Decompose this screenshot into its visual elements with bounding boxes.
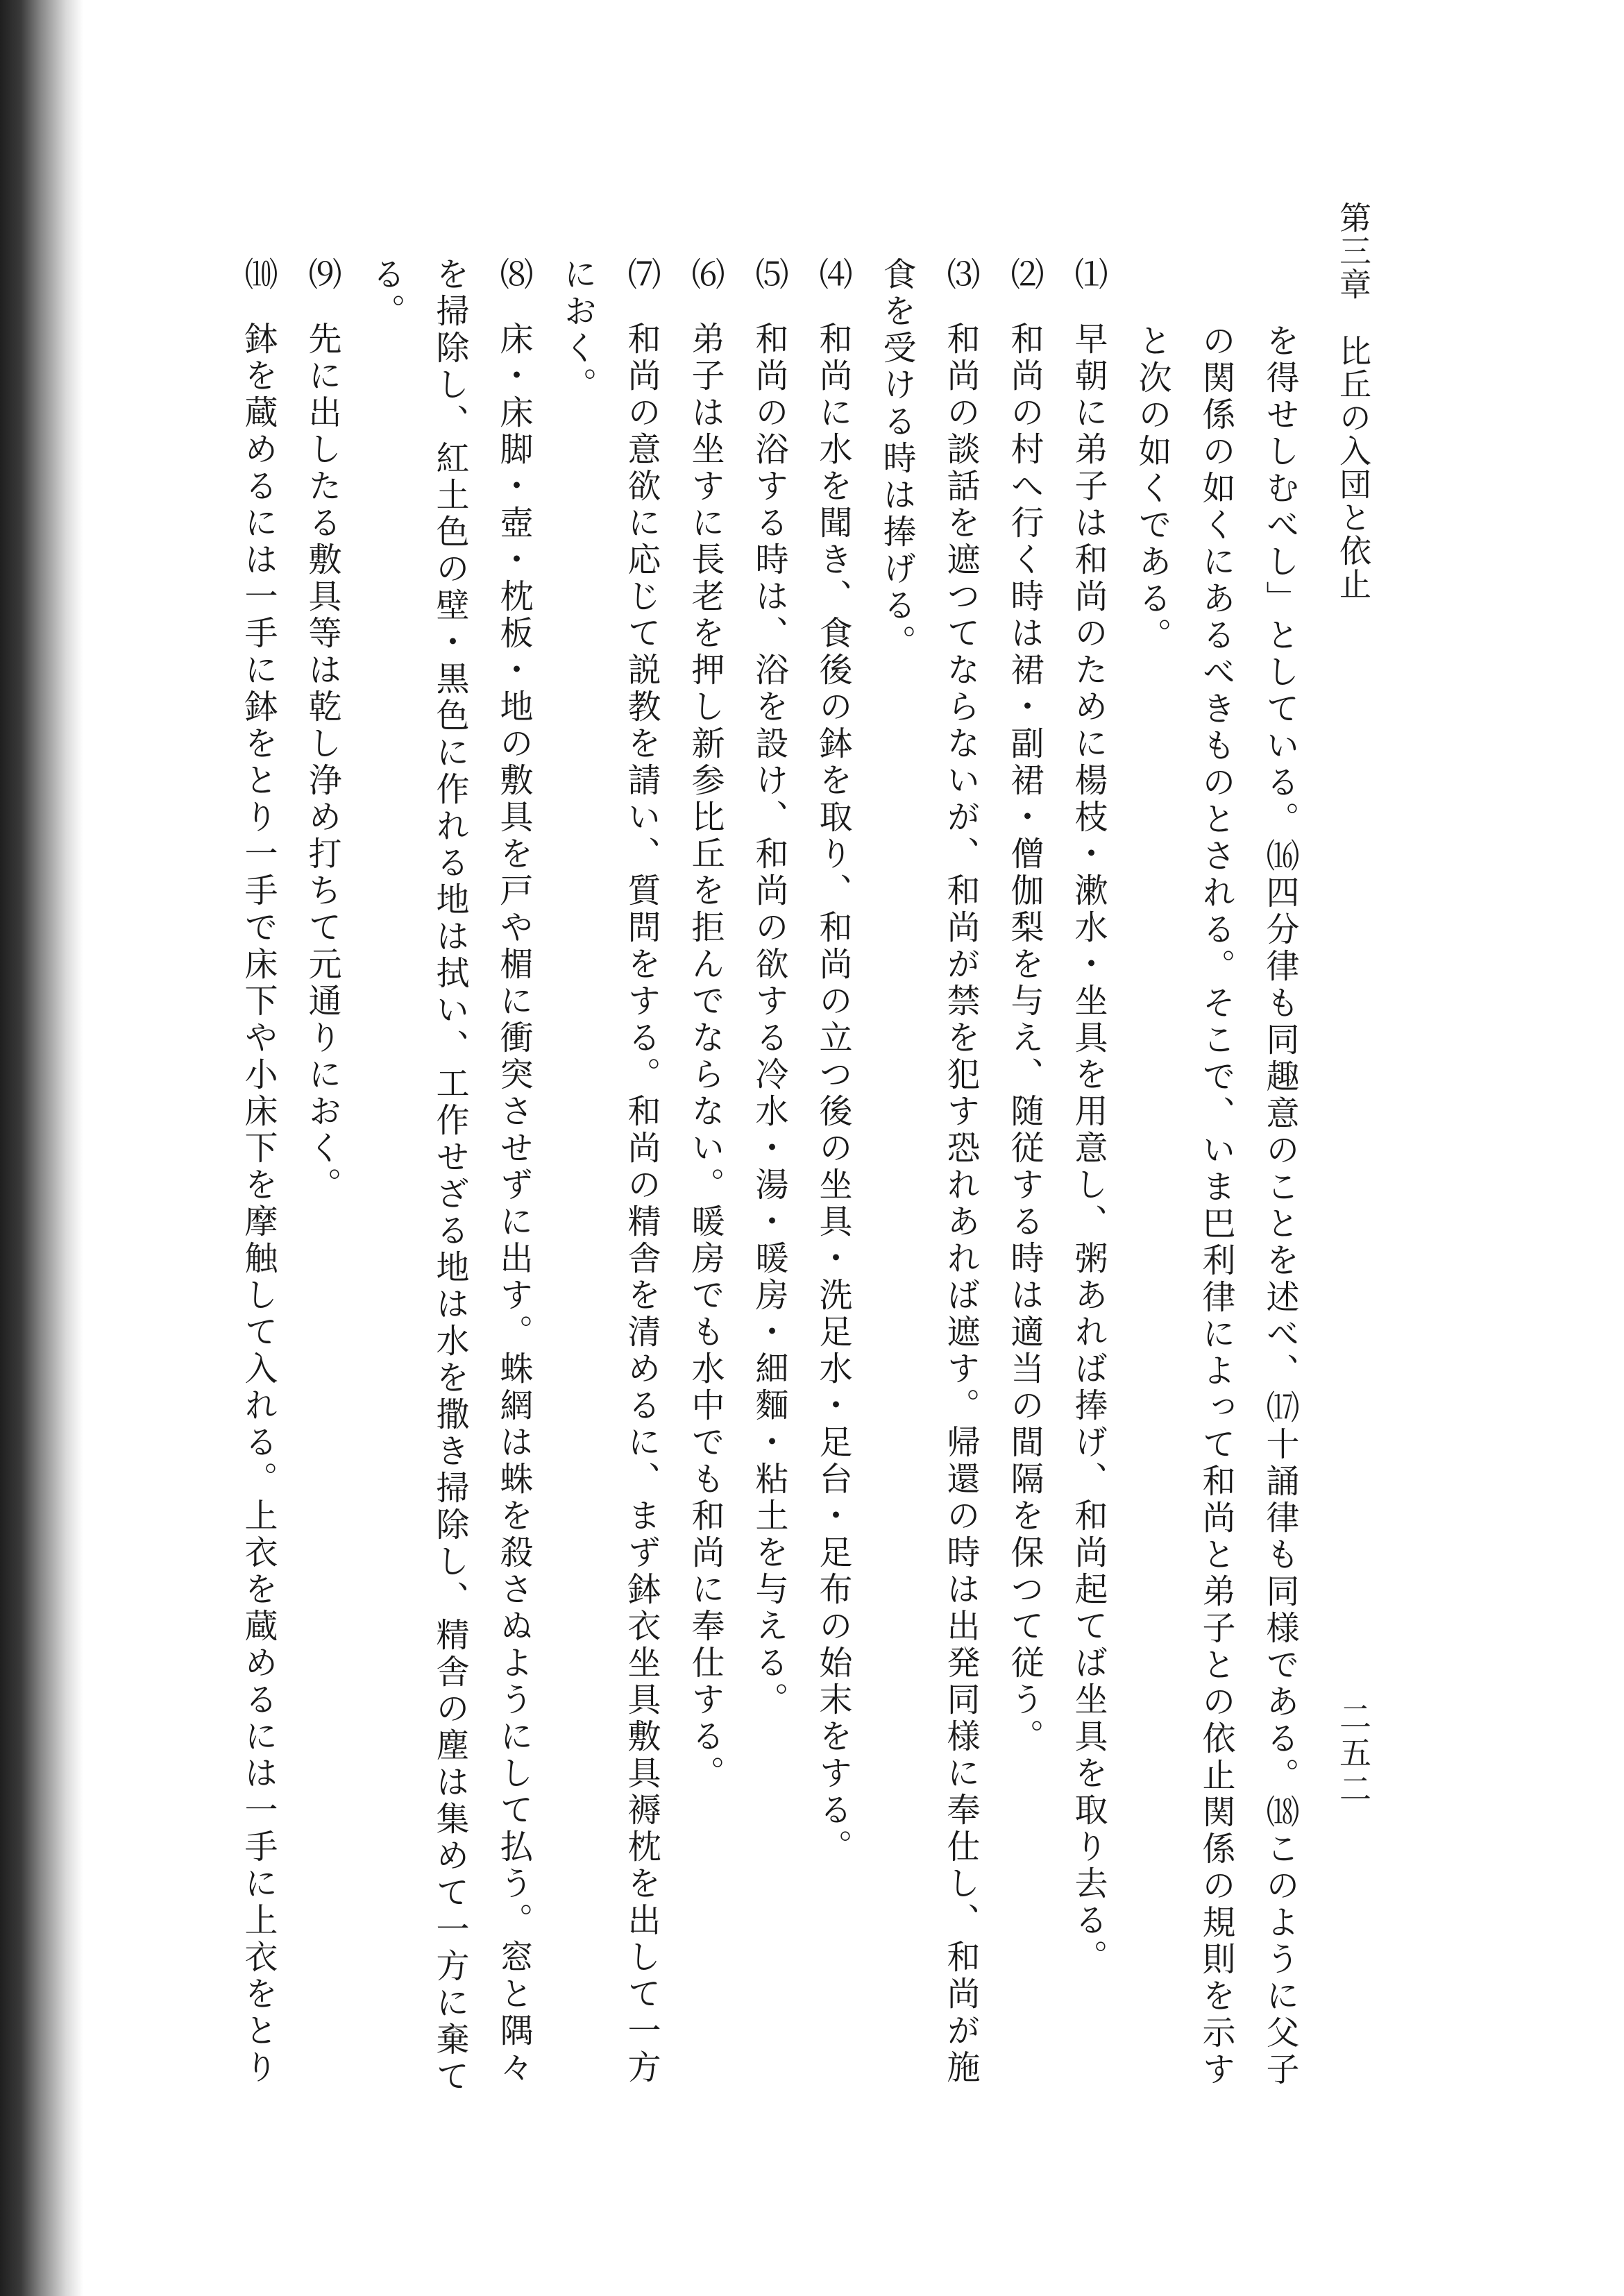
item-text: 和尚の意欲に応じて説教を請い、質問をする。和尚の精舎を清めるに、まず鉢衣坐具敷具褥枕を出して一方におく。 [558, 257, 661, 2086]
item-number: ⑼ [303, 257, 341, 294]
paragraph-continuation: を得せしむべし」としている。⒃四分律も同趣意のことを述べ、⒄十誦律も同様である。⒅このように父子の関係の如くにあるべきものとされる。そこで、いま巴利律によって和尚と弟子との依止関係の規則を示すと次の如くである。 [1133, 323, 1299, 2089]
item-number: ⑻ [494, 257, 533, 294]
item-number: ⑸ [750, 257, 788, 294]
list-item [865, 257, 992, 2102]
item-text: 和尚に水を聞き、食後の鉢を取り、和尚の立つ後の坐具・洗足水・足台・足布の始末をする。 [813, 321, 852, 1866]
item-text: 床・床脚・壺・枕板・地の敷具を戸や楣に衝突させずに出す。蛛網は蛛を殺さぬようにして払う。窓と隅々を掃除し、紅土色の壁・黒色に作れる地は拭い、工作せざる地は水を撒き掃除し、精舎の塵は集めて一方に棄てる。 [366, 257, 533, 2095]
item-number: ⑶ [941, 257, 980, 294]
page-number: 二五二 [1335, 1700, 1372, 1808]
item-text: 先に出したる敷具等は乾し浄め打ちて元通りにおく。 [303, 321, 341, 1204]
list-item [545, 257, 673, 2102]
list-item [801, 257, 865, 2102]
book-binding-shadow [0, 0, 83, 2296]
item-text: 和尚の談話を遮つてならないが、和尚が禁を犯す恐れあれば遮す。帰還の時は出発同様に奉仕し、和尚が施食を受ける時は捧げる。 [877, 257, 980, 2086]
list-item [992, 257, 1056, 2102]
item-number: ⑽ [239, 257, 278, 294]
list-item [226, 257, 290, 2102]
item-number: ⑵ [1005, 257, 1044, 294]
item-number: ⑺ [622, 257, 661, 294]
body-text [239, 257, 1312, 2102]
item-number: ⑹ [686, 257, 725, 294]
item-text: 鉢を蔵めるには一手に鉢をとり一手で床下や小床下を摩触して入れる。上衣を蔵めるには一手に上衣をとり [239, 321, 278, 2086]
list-item [354, 257, 545, 2102]
item-text: 和尚の村へ行く時は裙・副裙・僧伽梨を与え、随従する時は適当の間隔を保つて従う。 [1005, 321, 1044, 1755]
list-item [290, 257, 354, 2102]
chapter-header: 第三章 比丘の入団と依止 [1335, 201, 1372, 601]
item-text: 和尚の浴する時は、浴を設け、和尚の欲する冷水・湯・暖房・細麵・粘土を与える。 [750, 321, 788, 1719]
item-text: 早朝に弟子は和尚のために楊枝・漱水・坐具を用意し、粥あれば捧げ、和尚起てば坐具を取り去る。 [1069, 321, 1108, 1976]
list-item [1056, 257, 1120, 2102]
item-number: ⑴ [1069, 257, 1108, 294]
item-number: ⑷ [813, 257, 852, 294]
list-item [737, 257, 801, 2102]
list-item [673, 257, 737, 2102]
item-text: 弟子は坐すに長老を押し新参比丘を拒んでならない。暖房でも水中でも和尚に奉仕する。 [686, 321, 725, 1792]
